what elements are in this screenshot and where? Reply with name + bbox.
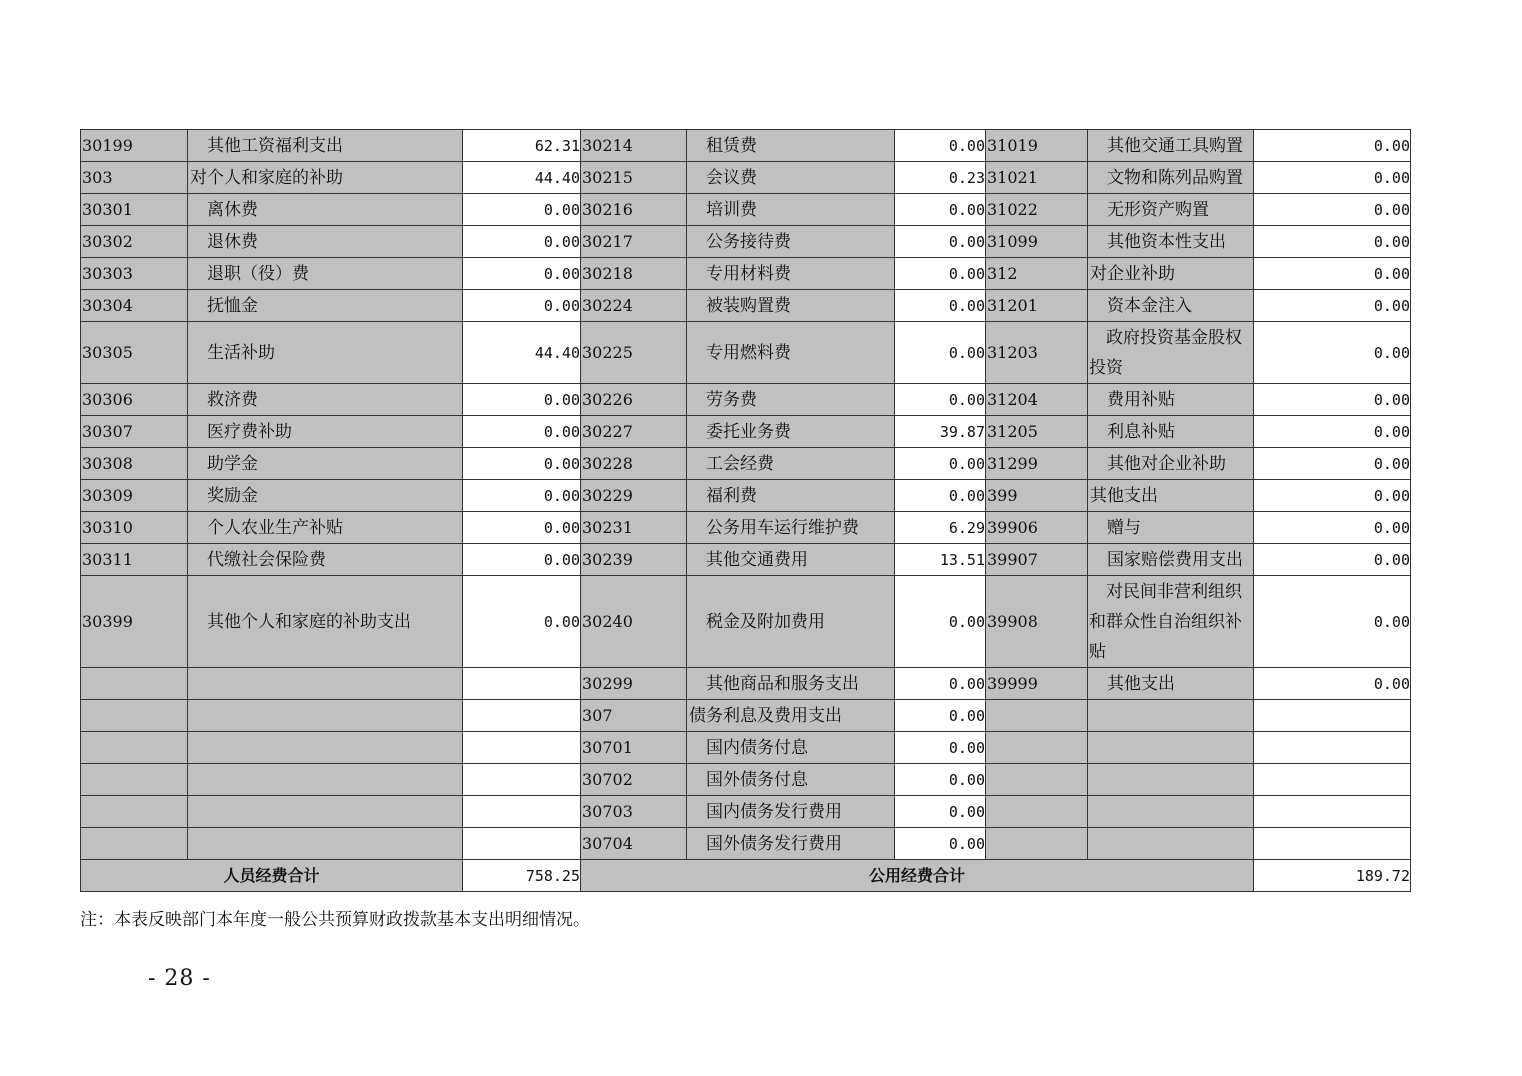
- value-1-cell: [463, 764, 581, 796]
- table-row: [81, 732, 1411, 764]
- value-3-cell: 0.00: [1254, 668, 1411, 700]
- code-1-cell: 30309: [81, 480, 188, 512]
- name-1-cell: 个人农业生产补贴: [188, 512, 463, 544]
- name-1-cell: [188, 732, 463, 764]
- name-2-cell: 公务用车运行维护费: [687, 512, 895, 544]
- name-1-cell: 医疗费补助: [188, 416, 463, 448]
- value-2-cell: 0.00: [895, 384, 986, 416]
- name-3-cell: 其他对企业补助: [1088, 448, 1254, 480]
- name-1-cell: [188, 828, 463, 860]
- table-row: [81, 544, 1411, 576]
- code-3-cell: 31201: [986, 290, 1088, 322]
- value-1-cell: [463, 700, 581, 732]
- code-1-cell: 30399: [81, 576, 188, 668]
- value-2-cell: 0.00: [895, 130, 986, 162]
- table-row: [81, 290, 1411, 322]
- table-row: [81, 448, 1411, 480]
- name-1-cell: [188, 700, 463, 732]
- value-3-cell: [1254, 796, 1411, 828]
- value-3-cell: 0.00: [1254, 162, 1411, 194]
- code-1-cell: 30303: [81, 258, 188, 290]
- value-1-cell: [463, 668, 581, 700]
- code-1-cell: 30310: [81, 512, 188, 544]
- value-2-cell: 0.00: [895, 322, 986, 384]
- value-2-cell: 13.51: [895, 544, 986, 576]
- table-row: [81, 416, 1411, 448]
- name-2-cell: 专用燃料费: [687, 322, 895, 384]
- value-2-cell: 0.00: [895, 194, 986, 226]
- name-2-cell: 公务接待费: [687, 226, 895, 258]
- table-row: [81, 828, 1411, 860]
- value-2-cell: 0.00: [895, 576, 986, 668]
- name-3-cell: 其他交通工具购置: [1088, 130, 1254, 162]
- code-2-cell: 30702: [581, 764, 687, 796]
- name-1-cell: 奖励金: [188, 480, 463, 512]
- personnel-total-value: 758.25: [463, 860, 581, 892]
- code-1-cell: [81, 796, 188, 828]
- code-3-cell: 31019: [986, 130, 1088, 162]
- name-3-cell: 对企业补助: [1088, 258, 1254, 290]
- table-row: [81, 384, 1411, 416]
- code-1-cell: 30311: [81, 544, 188, 576]
- table-row: [81, 258, 1411, 290]
- value-2-cell: 0.00: [895, 448, 986, 480]
- code-1-cell: 30199: [81, 130, 188, 162]
- value-1-cell: 0.00: [463, 384, 581, 416]
- code-2-cell: 30227: [581, 416, 687, 448]
- code-1-cell: 30307: [81, 416, 188, 448]
- code-2-cell: 30704: [581, 828, 687, 860]
- name-3-cell: [1088, 828, 1254, 860]
- code-2-cell: 30214: [581, 130, 687, 162]
- value-1-cell: 44.40: [463, 322, 581, 384]
- value-1-cell: 0.00: [463, 512, 581, 544]
- code-3-cell: 39907: [986, 544, 1088, 576]
- code-1-cell: 30301: [81, 194, 188, 226]
- name-2-cell: 劳务费: [687, 384, 895, 416]
- value-3-cell: 0.00: [1254, 226, 1411, 258]
- name-2-cell: 其他交通费用: [687, 544, 895, 576]
- name-2-cell: 国内债务付息: [687, 732, 895, 764]
- code-1-cell: 30305: [81, 322, 188, 384]
- value-1-cell: 0.00: [463, 194, 581, 226]
- value-3-cell: [1254, 764, 1411, 796]
- code-3-cell: 39999: [986, 668, 1088, 700]
- value-3-cell: 0.00: [1254, 544, 1411, 576]
- code-3-cell: 31022: [986, 194, 1088, 226]
- code-2-cell: 30701: [581, 732, 687, 764]
- code-3-cell: 312: [986, 258, 1088, 290]
- code-1-cell: [81, 668, 188, 700]
- table-body: [81, 130, 1411, 860]
- name-1-cell: 对个人和家庭的补助: [188, 162, 463, 194]
- table-row: [81, 668, 1411, 700]
- code-3-cell: 31205: [986, 416, 1088, 448]
- name-2-cell: 租赁费: [687, 130, 895, 162]
- name-3-cell: [1088, 732, 1254, 764]
- personnel-total-label: 人员经费合计: [81, 860, 463, 892]
- code-3-cell: [986, 828, 1088, 860]
- code-2-cell: 30228: [581, 448, 687, 480]
- table-row: [81, 226, 1411, 258]
- name-1-cell: 退职（役）费: [188, 258, 463, 290]
- code-2-cell: 30225: [581, 322, 687, 384]
- value-2-cell: 0.00: [895, 828, 986, 860]
- code-2-cell: 30217: [581, 226, 687, 258]
- value-3-cell: 0.00: [1254, 448, 1411, 480]
- value-3-cell: 0.00: [1254, 576, 1411, 668]
- value-1-cell: [463, 732, 581, 764]
- value-1-cell: 0.00: [463, 480, 581, 512]
- name-1-cell: 生活补助: [188, 322, 463, 384]
- table-row: [81, 130, 1411, 162]
- code-3-cell: 31021: [986, 162, 1088, 194]
- code-2-cell: 30216: [581, 194, 687, 226]
- code-3-cell: [986, 764, 1088, 796]
- name-3-cell: [1088, 796, 1254, 828]
- code-2-cell: 30231: [581, 512, 687, 544]
- code-2-cell: 30224: [581, 290, 687, 322]
- code-3-cell: 31299: [986, 448, 1088, 480]
- code-3-cell: 39908: [986, 576, 1088, 668]
- value-1-cell: [463, 796, 581, 828]
- name-1-cell: 其他个人和家庭的补助支出: [188, 576, 463, 668]
- value-3-cell: 0.00: [1254, 130, 1411, 162]
- code-1-cell: 30302: [81, 226, 188, 258]
- value-1-cell: [463, 828, 581, 860]
- name-1-cell: 退休费: [188, 226, 463, 258]
- code-1-cell: [81, 828, 188, 860]
- code-3-cell: [986, 732, 1088, 764]
- name-1-cell: 救济费: [188, 384, 463, 416]
- name-2-cell: 工会经费: [687, 448, 895, 480]
- code-3-cell: 399: [986, 480, 1088, 512]
- name-1-cell: [188, 668, 463, 700]
- name-2-cell: 被装购置费: [687, 290, 895, 322]
- public-total-label: 公用经费合计: [581, 860, 1254, 892]
- value-1-cell: 0.00: [463, 258, 581, 290]
- name-3-cell: 其他支出: [1088, 480, 1254, 512]
- value-2-cell: 0.00: [895, 480, 986, 512]
- name-3-cell: 赠与: [1088, 512, 1254, 544]
- name-3-cell: 对民间非营利组织和群众性自治组织补贴: [1088, 576, 1254, 668]
- name-2-cell: 税金及附加费用: [687, 576, 895, 668]
- name-3-cell: 文物和陈列品购置: [1088, 162, 1254, 194]
- code-3-cell: [986, 700, 1088, 732]
- name-1-cell: [188, 796, 463, 828]
- name-3-cell: 国家赔偿费用支出: [1088, 544, 1254, 576]
- value-2-cell: 0.00: [895, 226, 986, 258]
- table-row: [81, 764, 1411, 796]
- name-3-cell: [1088, 764, 1254, 796]
- name-1-cell: [188, 764, 463, 796]
- value-2-cell: 0.00: [895, 764, 986, 796]
- table-row: [81, 512, 1411, 544]
- value-1-cell: 0.00: [463, 290, 581, 322]
- code-2-cell: 30215: [581, 162, 687, 194]
- name-2-cell: 专用材料费: [687, 258, 895, 290]
- value-2-cell: 0.00: [895, 668, 986, 700]
- value-3-cell: 0.00: [1254, 512, 1411, 544]
- value-3-cell: 0.00: [1254, 480, 1411, 512]
- table-row: [81, 194, 1411, 226]
- table-row: [81, 576, 1411, 668]
- value-3-cell: [1254, 700, 1411, 732]
- name-3-cell: 其他资本性支出: [1088, 226, 1254, 258]
- code-2-cell: 30240: [581, 576, 687, 668]
- table-row: [81, 162, 1411, 194]
- value-3-cell: 0.00: [1254, 416, 1411, 448]
- code-1-cell: 30304: [81, 290, 188, 322]
- value-3-cell: 0.00: [1254, 384, 1411, 416]
- value-1-cell: 0.00: [463, 448, 581, 480]
- name-3-cell: 费用补贴: [1088, 384, 1254, 416]
- code-1-cell: 303: [81, 162, 188, 194]
- code-1-cell: [81, 700, 188, 732]
- value-1-cell: 0.00: [463, 544, 581, 576]
- value-3-cell: 0.00: [1254, 290, 1411, 322]
- table-row: [81, 700, 1411, 732]
- value-2-cell: 0.23: [895, 162, 986, 194]
- table-footnote: 注：本表反映部门本年度一般公共预算财政拨款基本支出明细情况。: [80, 910, 590, 930]
- value-3-cell: 0.00: [1254, 194, 1411, 226]
- code-3-cell: 31099: [986, 226, 1088, 258]
- code-3-cell: 31203: [986, 322, 1088, 384]
- name-1-cell: 抚恤金: [188, 290, 463, 322]
- name-2-cell: 其他商品和服务支出: [687, 668, 895, 700]
- code-1-cell: 30306: [81, 384, 188, 416]
- code-2-cell: 30226: [581, 384, 687, 416]
- name-3-cell: 无形资产购置: [1088, 194, 1254, 226]
- code-2-cell: 30229: [581, 480, 687, 512]
- value-3-cell: [1254, 828, 1411, 860]
- value-2-cell: 6.29: [895, 512, 986, 544]
- name-3-cell: 资本金注入: [1088, 290, 1254, 322]
- name-2-cell: 国外债务付息: [687, 764, 895, 796]
- value-2-cell: 39.87: [895, 416, 986, 448]
- name-2-cell: 国内债务发行费用: [687, 796, 895, 828]
- value-1-cell: 62.31: [463, 130, 581, 162]
- name-2-cell: 会议费: [687, 162, 895, 194]
- value-2-cell: 0.00: [895, 796, 986, 828]
- value-2-cell: 0.00: [895, 732, 986, 764]
- value-3-cell: 0.00: [1254, 258, 1411, 290]
- code-2-cell: 30218: [581, 258, 687, 290]
- budget-expenditure-table: [80, 129, 1411, 892]
- totals-row: [81, 860, 1411, 892]
- name-2-cell: 委托业务费: [687, 416, 895, 448]
- code-1-cell: [81, 764, 188, 796]
- code-3-cell: 31204: [986, 384, 1088, 416]
- code-1-cell: [81, 732, 188, 764]
- value-2-cell: 0.00: [895, 700, 986, 732]
- code-2-cell: 307: [581, 700, 687, 732]
- code-2-cell: 30239: [581, 544, 687, 576]
- name-3-cell: 政府投资基金股权投资: [1088, 322, 1254, 384]
- name-3-cell: [1088, 700, 1254, 732]
- value-2-cell: 0.00: [895, 290, 986, 322]
- code-2-cell: 30299: [581, 668, 687, 700]
- name-2-cell: 国外债务发行费用: [687, 828, 895, 860]
- table-row: [81, 322, 1411, 384]
- name-1-cell: 助学金: [188, 448, 463, 480]
- name-2-cell: 培训费: [687, 194, 895, 226]
- value-3-cell: 0.00: [1254, 322, 1411, 384]
- table-row: [81, 796, 1411, 828]
- code-1-cell: 30308: [81, 448, 188, 480]
- code-2-cell: 30703: [581, 796, 687, 828]
- name-2-cell: 债务利息及费用支出: [687, 700, 895, 732]
- value-1-cell: 0.00: [463, 416, 581, 448]
- value-1-cell: 0.00: [463, 576, 581, 668]
- name-2-cell: 福利费: [687, 480, 895, 512]
- value-2-cell: 0.00: [895, 258, 986, 290]
- table-row: [81, 480, 1411, 512]
- value-1-cell: 0.00: [463, 226, 581, 258]
- value-1-cell: 44.40: [463, 162, 581, 194]
- name-1-cell: 离休费: [188, 194, 463, 226]
- name-3-cell: 利息补贴: [1088, 416, 1254, 448]
- name-1-cell: 代缴社会保险费: [188, 544, 463, 576]
- page-number: - 28 -: [148, 966, 211, 991]
- public-total-value: 189.72: [1254, 860, 1411, 892]
- code-3-cell: [986, 796, 1088, 828]
- value-3-cell: [1254, 732, 1411, 764]
- code-3-cell: 39906: [986, 512, 1088, 544]
- name-3-cell: 其他支出: [1088, 668, 1254, 700]
- name-1-cell: 其他工资福利支出: [188, 130, 463, 162]
